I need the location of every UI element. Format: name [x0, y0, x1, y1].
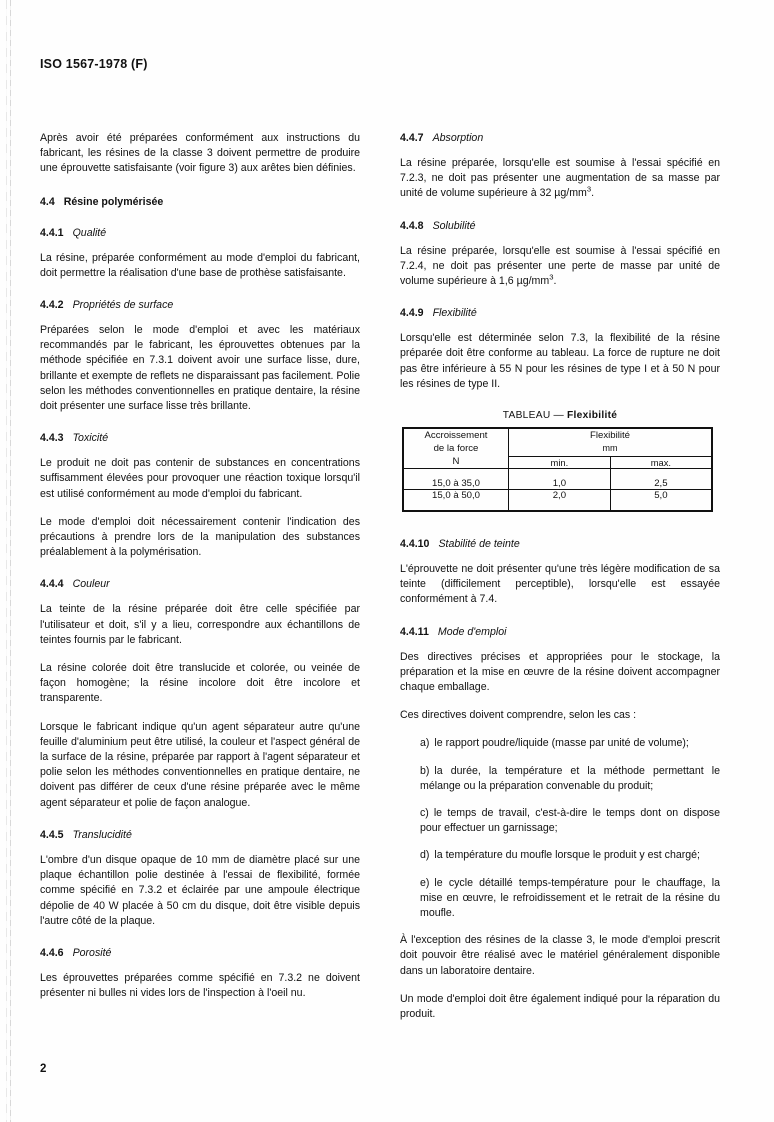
heading-4-4-2 [40, 298, 360, 312]
heading-4-4-11 [400, 625, 720, 639]
heading-4-4-4-title: Couleur [72, 578, 110, 591]
paragraph-4-4-7-1 [400, 156, 720, 202]
table-header-min: min. [509, 456, 611, 468]
table-cell-force-1: 15,0 à 35,0 [403, 469, 509, 490]
scan-edge-artifact [10, 0, 11, 1122]
list-item [400, 806, 720, 836]
heading-4-4-6-number: 4.4.6 [40, 946, 64, 959]
page-number: 2 [40, 1063, 47, 1075]
list-item-label-a: a) [420, 737, 430, 750]
list-item-label-c: c) [420, 807, 429, 820]
heading-4-4-10-title: Stabilité de teinte [438, 538, 520, 551]
heading-4-4-1-title: Qualité [72, 226, 107, 239]
table-cell-min-2: 2,0 [509, 490, 611, 512]
list-item [400, 876, 720, 922]
list-item-label-d: d) [420, 849, 430, 862]
heading-4-4-1 [40, 226, 360, 240]
heading-4-4-4-number: 4.4.4 [40, 578, 64, 591]
intro-paragraph: Après avoir été préparées conformément aux instructions du fabricant, les résines de la classe 3 doivent permettre de produire une éprouvette satisfaisante (voir figure 3) aux arêtes bien définies. [40, 132, 360, 175]
table-caption [400, 410, 720, 421]
table-header-flexibility-unit: mm [602, 443, 618, 454]
list-item [400, 848, 720, 863]
heading-4-4-2-title: Propriétés de surface [72, 299, 174, 312]
heading-4-4-number: 4.4 [40, 195, 55, 208]
heading-4-4-7-title: Absorption [432, 132, 484, 144]
paragraph-4-4-7-1-period: . [591, 187, 595, 200]
list-item [400, 764, 720, 794]
table-cell-force-2: 15,0 à 50,0 [403, 490, 509, 512]
table-caption-word: TABLEAU [502, 410, 551, 422]
paragraph-4-4-9-1: Lorsqu'elle est déterminée selon 7.3, la flexibilité de la résine préparée doit être conforme au tableau. La force de rupture ne doit pas être inférieure à 55 N pour les résines de type I et à 50 N pour les résines de type II. [400, 332, 720, 390]
paragraph-4-4-4-2: La résine colorée doit être translucide et colorée, ou veinée de façon homogène; la résine incolore doit être incolore et transparente. [40, 662, 360, 705]
heading-4-4-11-title: Mode d'emploi [437, 625, 507, 638]
paragraph-4-4-3-2: Le mode d'emploi doit nécessairement contenir l'indication des précautions à prendre lors de la manipulation des substances préalablement à la polymérisation. [40, 515, 360, 559]
paragraph-4-4-10-1: L'éprouvette ne doit présenter qu'une très légère modification de sa teinte (difficilement perceptible), lorsqu'elle est essayée conformément à 7.4. [400, 563, 720, 606]
left-column [40, 131, 360, 1014]
heading-4-4-2-number: 4.4.2 [40, 299, 64, 312]
paragraph-4-4-11-3: À l'exception des résines de la classe 3, le mode d'emploi prescrit doit pouvoir être réalisé avec le matériel généralement disponible dans un laboratoire dentaire. [400, 934, 720, 977]
paragraph-4-4-7-1-text: La résine préparée, lorsqu'elle est soumise à l'essai spécifié en 7.2.3, ne doit pas présenter une augmentation de sa masse par unité de volume supérieure à 32 µg/mm [400, 157, 720, 200]
paragraph-4-4-8-1-text: La résine préparée, lorsqu'elle est soumise à l'essai spécifié en 7.2.4, ne doit pas présenter une perte de masse par unité de volume supérieure à 1,6 µg/mm [400, 244, 720, 288]
list-item-text-b: la durée, la température et la méthode permettant le mélange ou la préparation convenable du produit; [420, 764, 720, 792]
table-caption-title: Flexibilité [566, 410, 618, 422]
table-header-flexibility-group [509, 428, 713, 456]
list-item-label-e: e) [420, 876, 430, 889]
heading-4-4-5-title: Translucidité [72, 828, 132, 841]
table-row [403, 490, 712, 512]
paragraph-4-4-1-1: La résine, préparée conformément au mode d'emploi du fabricant, doit permettre la réalisation d'une base de prothèse satisfaisante. [40, 251, 360, 279]
heading-4-4-3-title: Toxicité [72, 432, 109, 445]
heading-4-4-9 [400, 306, 720, 320]
paragraph-4-4-7-1-exponent: 3 [586, 184, 592, 194]
heading-4-4-8 [400, 219, 720, 233]
heading-4-4 [40, 195, 360, 209]
list-item [400, 736, 720, 751]
paragraph-4-4-11-1: Des directives précises et appropriées pour le stockage, la préparation et la mise en œuvre de la résine doivent accompagner chaque emballage. [400, 650, 720, 694]
heading-4-4-8-number: 4.4.8 [400, 219, 424, 232]
heading-4-4-6 [40, 946, 360, 960]
paragraph-4-4-8-1-exponent: 3 [549, 272, 554, 282]
heading-4-4-10-number: 4.4.10 [400, 538, 430, 551]
heading-4-4-title: Résine polymérisée [63, 195, 164, 208]
heading-4-4-10 [400, 537, 720, 551]
table-caption-dash: — [553, 410, 564, 422]
paragraph-4-4-11-2: Ces directives doivent comprendre, selon les cas : [400, 709, 637, 722]
table-header-force-line1: Accroissement [424, 430, 488, 442]
table-header-row-1 [403, 428, 712, 456]
table-cell-max-1: 2,5 [610, 469, 712, 490]
list-item-text-c: le temps de travail, c'est-à-dire le temps dont on dispose pour effectuer un garnissage; [420, 807, 720, 835]
document-header-standard-ref: ISO 1567-1978 (F) [40, 57, 148, 71]
paragraph-4-4-8-1-period: . [553, 275, 557, 288]
table-header-force-line2: de la force [433, 443, 479, 455]
paragraph-4-4-6-1: Les éprouvettes préparées comme spécifié en 7.3.2 ne doivent présenter ni bulles ni vides lors de l'inspection à l'oeil nu. [40, 971, 360, 1000]
table-cell-max-2: 5,0 [610, 490, 712, 512]
list-item-text-e: le cycle détaillé temps-température pour le chauffage, la mise en œuvre, le refroidissement et le retrait de la résine du moufle. [420, 876, 720, 920]
heading-4-4-5 [40, 828, 360, 842]
paragraph-4-4-5-1: L'ombre d'un disque opaque de 10 mm de diamètre placé sur une plaque échantillon polie destinée à l'essai de flexibilité, formée comme spécifié en 7.3.2 et éclairée par une ampoule électrique dépolie de 40 W placée à 50 cm du disque, doit être visible depuis l'autre côté de la plaque. [40, 853, 360, 927]
paragraph-4-4-4-3: Lorsque le fabricant indique qu'un agent séparateur autre qu'une feuille d'aluminium peut être utilisé, la couleur et l'aspect général de la surface de la résine, préparée par rapport à l'agent séparateur et polie selon les méthodes conventionnelles en pratique dentaire, ne doivent pas différer de ceux d'une résine préparée avec le même agent séparateur et polie de façon analogue. [40, 720, 360, 809]
heading-4-4-3-number: 4.4.3 [40, 432, 64, 445]
heading-4-4-6-title: Porosité [72, 946, 112, 959]
list-item-text-a: le rapport poudre/liquide (masse par unité de volume); [434, 737, 689, 750]
paragraph-4-4-2-1: Préparées selon le mode d'emploi et avec les matériaux recommandés par le fabricant, les éprouvettes obtenues par la méthode spécifiée en 7.3.1 doivent avoir une surface lisse, dure, brillante et exempte de reflets ne disparaissant pas facilement. Polie selon les méthodes conventionnelles en pratique dentaire, la résine doit présenter une surface lisse très brillante. [40, 324, 360, 413]
heading-4-4-7 [400, 131, 720, 145]
heading-4-4-11-number: 4.4.11 [400, 625, 429, 638]
table-cell-min-1: 1,0 [509, 469, 611, 490]
heading-4-4-8-title: Solubilité [432, 219, 476, 232]
right-column [400, 131, 720, 1035]
heading-4-4-9-number: 4.4.9 [400, 307, 424, 320]
paragraph-4-4-11-4: Un mode d'emploi doit être également indiqué pour la réparation du produit. [400, 992, 720, 1021]
heading-4-4-7-number: 4.4.7 [400, 132, 424, 144]
flexibility-table [402, 427, 713, 512]
heading-4-4-1-number: 4.4.1 [40, 226, 64, 239]
scan-edge-artifact-outer [6, 0, 7, 1122]
heading-4-4-9-title: Flexibilité [432, 307, 477, 320]
heading-4-4-4 [40, 577, 360, 591]
table-row [403, 469, 712, 490]
heading-4-4-3 [40, 431, 360, 445]
list-item-text-d: la température du moufle lorsque le produit y est chargé; [434, 849, 701, 862]
table-header-force-line3: N [452, 456, 460, 468]
table-header-force [403, 428, 509, 469]
paragraph-4-4-3-1: Le produit ne doit pas contenir de substances en concentrations suffisamment élevées pour provoquer une réaction toxique lorsqu'il est utilisé conformément au mode d'emploi du fabricant. [40, 457, 360, 500]
table-header-max: max. [610, 456, 712, 468]
paragraph-4-4-8-1 [400, 244, 720, 290]
table-header-flexibility-label: Flexibilité [590, 430, 630, 442]
list-item-label-b: b) [420, 764, 430, 777]
heading-4-4-5-number: 4.4.5 [40, 828, 64, 841]
paragraph-4-4-4-1: La teinte de la résine préparée doit être celle spécifiée par l'utilisateur et doit, s'il y a lieu, correspondre aux échantillons de teintes fournis par le fabricant. [40, 603, 360, 646]
